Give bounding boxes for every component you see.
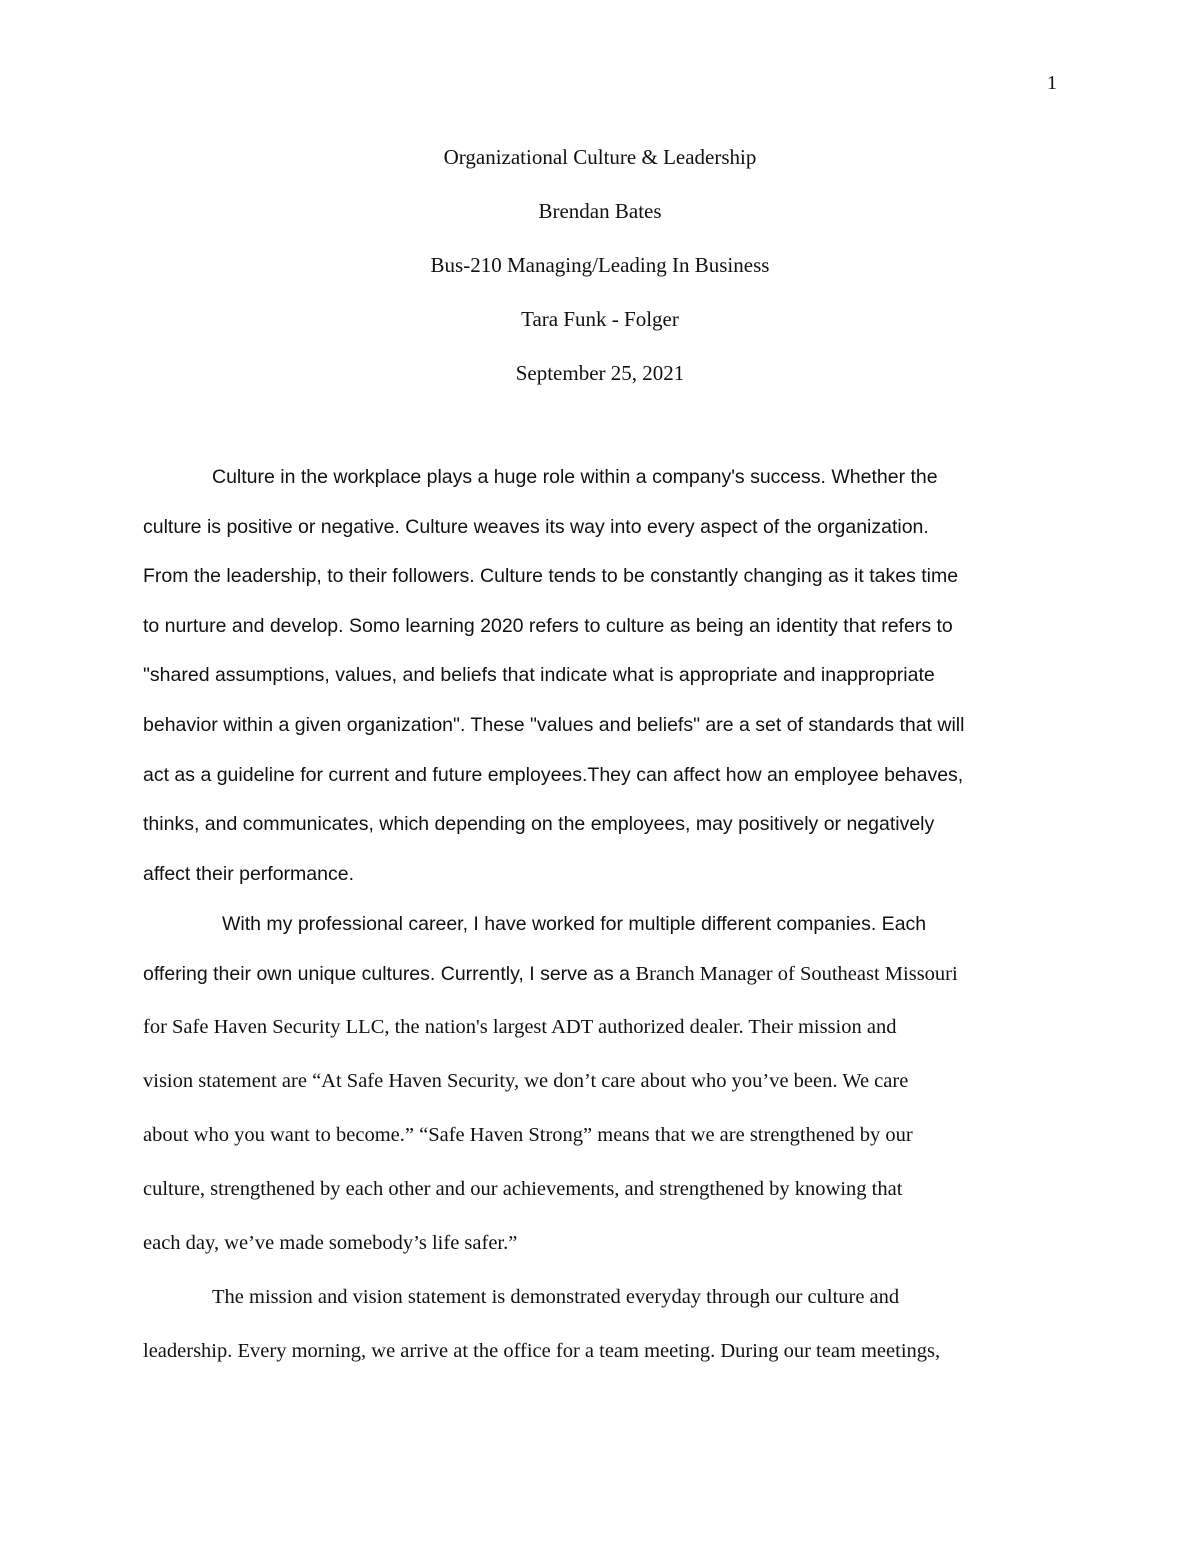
paragraph-line: for Safe Haven Security LLC, the nation's largest ADT authorized dealer. Their mission and: [143, 1016, 897, 1038]
paragraph-line: thinks, and communicates, which depending on the employees, may positively or negatively: [143, 813, 935, 836]
paragraph-line: From the leadership, to their followers. Culture tends to be constantly changing as it takes time: [143, 565, 959, 588]
paragraph-line: culture, strengthened by each other and our achievements, and strengthened by knowing that: [143, 1178, 903, 1200]
paper-date: September 25, 2021: [515, 361, 685, 385]
paragraph-1: [143, 462, 1058, 908]
paragraph-line: to nurture and develop. Somo learning 2020 refers to culture as being an identity that refers to: [143, 614, 953, 637]
title-page-block: [0, 140, 1200, 410]
paragraph-2-sans: [143, 909, 1058, 1008]
course-name: Bus-210 Managing/Leading In Business: [430, 253, 770, 277]
instructor-name: Tara Funk - Folger: [521, 307, 679, 331]
paper-title: Organizational Culture & Leadership: [443, 145, 757, 169]
paragraph-line: "shared assumptions, values, and beliefs that indicate what is appropriate and inappropriate: [143, 664, 935, 687]
paragraph-line: act as a guideline for current and future employees.They can affect how an employee behaves,: [143, 763, 964, 786]
author-name: Brendan Bates: [538, 199, 662, 223]
paragraph-line: vision statement are “At Safe Haven Security, we don’t care about who you’ve been. We care: [143, 1070, 909, 1092]
paragraph-line: culture is positive or negative. Culture weaves its way into every aspect of the organization.: [143, 515, 929, 538]
paragraph-line-mixed: [143, 959, 1058, 1009]
paragraph-3: [143, 1282, 1058, 1390]
paragraph-line-sans-part: offering their own unique cultures. Currently, I serve as a: [143, 962, 636, 985]
paragraph-line: The mission and vision statement is demonstrated everyday through our culture and: [212, 1286, 900, 1308]
paragraph-line: each day, we’ve made somebody’s life safer.”: [143, 1232, 518, 1254]
paragraph-line: about who you want to become.” “Safe Haven Strong” means that we are strengthened by our: [143, 1124, 913, 1146]
paragraph-line: Culture in the workplace plays a huge role within a company's success. Whether the: [212, 466, 938, 488]
paragraph-line: With my professional career, I have worked for multiple different companies. Each: [222, 913, 927, 935]
paragraph-2-serif: [143, 1012, 1058, 1282]
paragraph-line: leadership. Every morning, we arrive at the office for a team meeting. During our team meetings,: [143, 1340, 941, 1362]
page-number: 1: [1047, 72, 1057, 94]
paragraph-line: behavior within a given organization". These "values and beliefs" are a set of standards that will: [143, 713, 965, 736]
paragraph-line: affect their performance.: [143, 862, 354, 885]
paragraph-line-serif-part: Branch Manager of Southeast Missouri: [635, 962, 958, 985]
